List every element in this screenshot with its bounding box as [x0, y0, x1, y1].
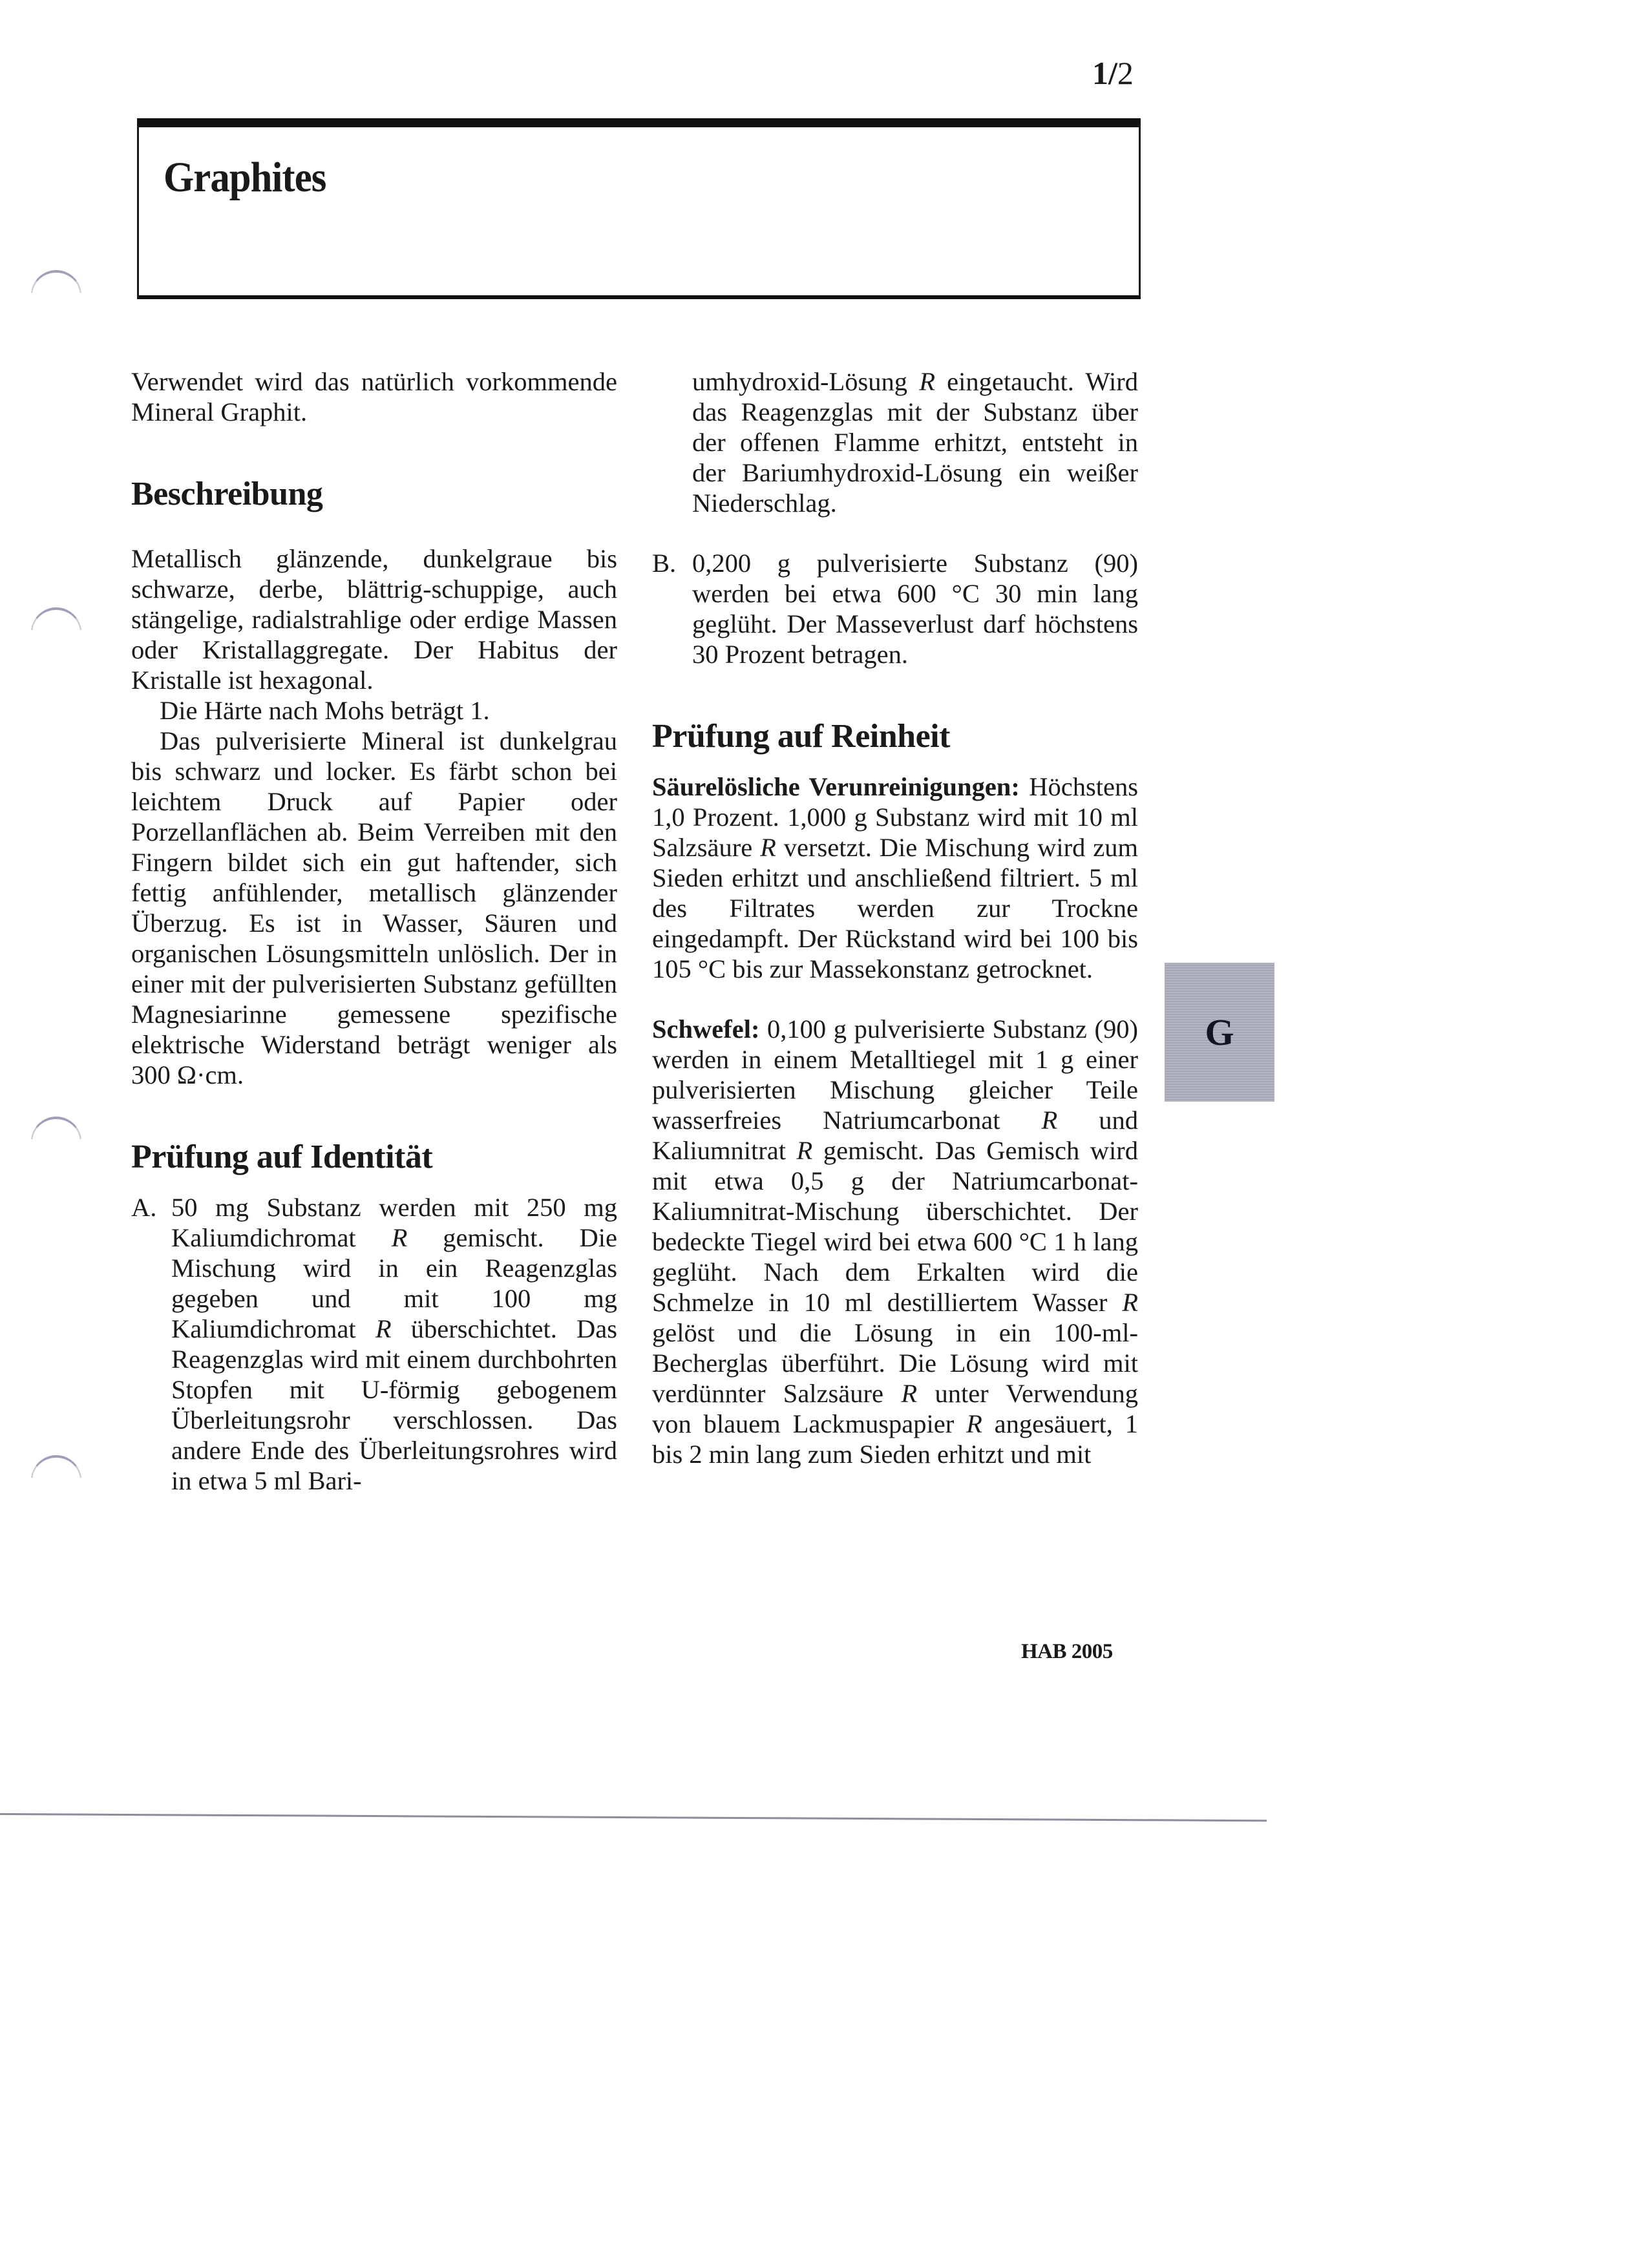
purity-test-label: Säurelösliche Verunreinigungen: — [652, 772, 1020, 801]
item-label: A. — [131, 1193, 157, 1222]
identity-test-a-continued — [652, 366, 1138, 518]
page-number — [1092, 57, 1134, 89]
section-heading-beschreibung: Beschreibung — [131, 476, 323, 512]
register-tab — [1165, 963, 1274, 1102]
beschreibung-paragraph-2: Die Härte nach Mohs beträgt 1. — [160, 696, 490, 725]
beschreibung-paragraph-1: Metallisch glänzende, dunkelgraue bis schwarze, derbe, blättrig-schuppige, auch stängelige, radialstrahlige oder erdige Massen oder Kristallaggregate. Der Habitus der Kristalle ist hexagonal. — [131, 544, 617, 695]
section-heading-identitaet: Prüfung auf Identität — [131, 1139, 433, 1175]
purity-test-sulfur: Schwefel: 0,100 g pulverisierte Substanz (90) werden in einem Metalltiegel mit 1 g einer pulverisierten Mischung gleicher Teile wasserfreies Natriumcarbonat R und Kaliumnitrat R gemischt. Das Gemisch wird mit etwa 0,5 g der Natriumcarbonat-Kaliumnitrat-Mischung überschichtet. Der bedeckte Tiegel wird bei etwa 600 °C 1 h lang geglüht. Nach dem Erkalten wird die Schmelze in 10 ml destilliertem Wasser R gelöst und die Lösung in ein 100-ml-Becherglas überführt. Die Lösung wird mit verdünnter Salzsäure R unter Verwendung von blauem Lackmuspapier R angesäuert, 1 bis 2 min lang zum Sieden erhitzt und mit — [652, 1014, 1139, 1469]
binder-hole-mark — [31, 1117, 81, 1167]
item-label: B. — [652, 549, 677, 578]
binder-hole-mark — [31, 270, 81, 320]
identity-test-a-text: 50 mg Substanz werden mit 250 mg Kaliumdichromat R gemischt. Die Mischung wird in ein Reagenzglas gegeben und mit 100 mg Kaliumdichromat R überschichtet. Das Reagenzglas wird mit einem durchbohrten Stopfen mit U-förmig gebogenem Überleitungsrohr verschlossen. Das andere Ende des Überleitungsrohres wird in etwa 5 ml Bari- — [171, 1193, 617, 1495]
identity-test-a-continued-text: umhydroxid-Lösung R eingetaucht. Wird das Reagenzglas mit der Substanz über der offenen Flamme erhitzt, entsteht in der Bariumhydroxid-Lösung ein weißer Niederschlag. — [692, 367, 1138, 518]
scan-edge-line — [0, 1813, 1267, 1822]
identity-test-b-text: 0,200 g pulverisierte Substanz (90) werden bei etwa 600 °C 30 min lang geglüht. Der Masseverlust darf höchstens 30 Prozent betragen. — [692, 549, 1138, 669]
purity-test-acid-soluble: Säurelösliche Verunreinigungen: Höchstens 1,0 Prozent. 1,000 g Substanz wird mit 10 ml Salzsäure R versetzt. Die Mischung wird zum Sieden erhitzt und anschließend filtriert. 5 ml des Filtrates werden zur Trockne eingedampft. Der Rückstand wird bei 100 bis 105 °C bis zur Massekonstanz getrocknet. — [652, 772, 1138, 983]
beschreibung-paragraph-3: Das pulverisierte Mineral ist dunkelgrau bis schwarz und locker. Es färbt schon bei leichtem Druck auf Papier oder Porzellanflächen ab. Beim Verreiben mit den Fingern bildet sich ein gut haftender, sich fettig anfühlender, metallisch glänzender Überzug. Es ist in Wasser, Säuren und organischen Lösungsmitteln unlöslich. Der in einer mit der pulverisierten Substanz gefüllten Magnesiarinne gemessene spezifische elektrische Widerstand beträgt weniger als 300 Ω·cm. — [131, 726, 617, 1089]
identity-test-a — [131, 1192, 617, 1496]
left-column — [131, 366, 617, 1496]
right-column — [652, 366, 1138, 1469]
register-tab-letter: G — [1205, 1011, 1234, 1053]
intro-paragraph: Verwendet wird das natürlich vorkommende Mineral Graphit. — [131, 367, 617, 426]
binder-hole-mark — [31, 1455, 81, 1506]
section-heading-reinheit: Prüfung auf Reinheit — [652, 718, 950, 755]
purity-test-label: Schwefel: — [652, 1014, 760, 1044]
monograph-title: Graphites — [164, 154, 326, 201]
page-number-sub: 2 — [1117, 55, 1134, 91]
identity-test-b — [652, 548, 1138, 669]
binder-hole-mark — [31, 607, 81, 658]
edition-footer: HAB 2005 — [1021, 1640, 1113, 1663]
title-box — [137, 118, 1141, 299]
page-number-main: 1/ — [1092, 55, 1117, 91]
